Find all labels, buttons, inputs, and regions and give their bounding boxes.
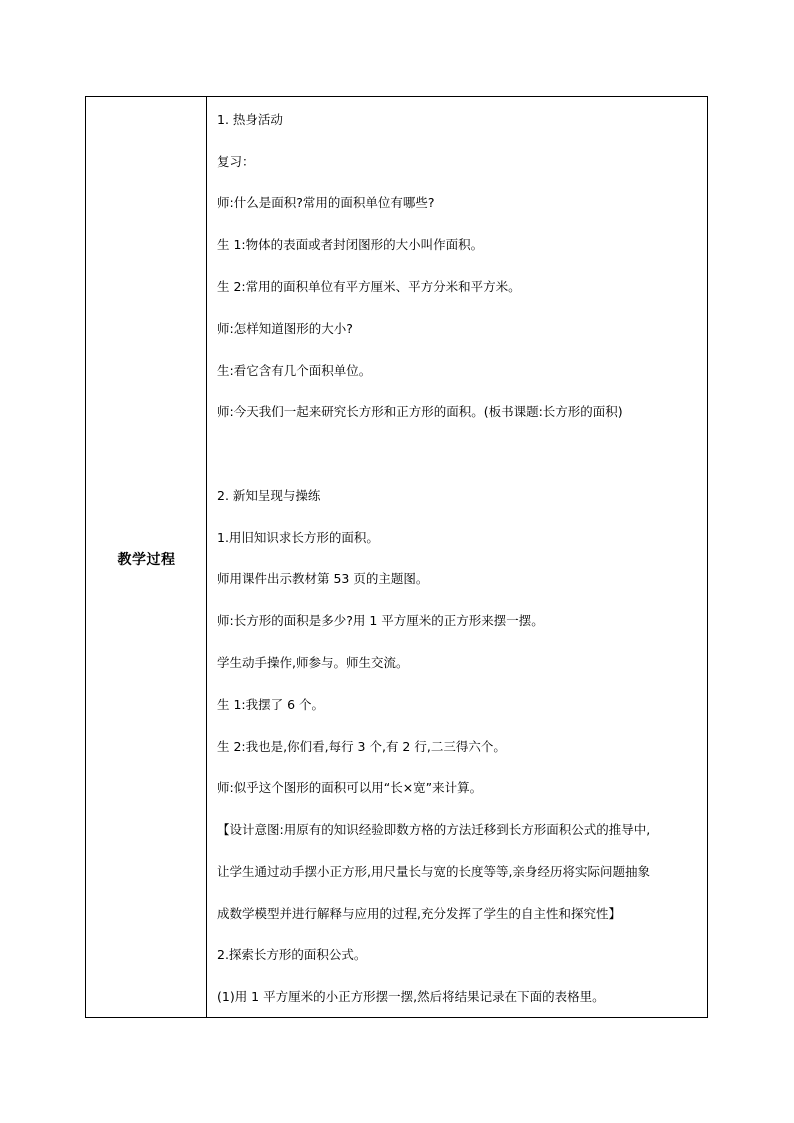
content-line: 复习：: [217, 154, 255, 169]
content-line: 生:看它含有几个面积单位。: [217, 363, 372, 378]
lesson-table: [85, 96, 708, 1018]
content-line: 1. 热身活动: [217, 112, 283, 127]
content-line: 师:怎样知道图形的大小?: [217, 321, 353, 336]
content-cell: [207, 97, 707, 1017]
content-line: 生 1:物体的表面或者封闭图形的大小叫作面积。: [217, 237, 484, 252]
content-line: (1)用 1 平方厘米的小正方形摆一摆,然后将结果记录在下面的表格里。: [217, 989, 605, 1004]
content-line: 2. 新知呈现与操练: [217, 488, 321, 503]
content-line: 师用课件出示教材第 53 页的主题图。: [217, 571, 429, 586]
content-line: 1.用旧知识求长方形的面积。: [217, 530, 379, 545]
content-line: 生 1:我摆了 6 个。: [217, 697, 325, 712]
design-intent-line: 让学生通过动手摆小正方形,用尺量长与宽的长度等等,亲身经历将实际问题抽象: [217, 864, 650, 879]
section-label-cell: [86, 97, 207, 1017]
design-intent-line: 【设计意图:用原有的知识经验即数方格的方法迁移到长方形面积公式的推导中,: [217, 822, 651, 837]
section-label: 教学过程: [117, 552, 176, 568]
content-line: 生 2:我也是,你们看,每行 3 个,有 2 行,二三得六个。: [217, 739, 506, 754]
content-line: 学生动手操作,师参与。师生交流。: [217, 655, 409, 670]
content-line: 生 2:常用的面积单位有平方厘米、平方分米和平方米。: [217, 279, 521, 294]
content-line: 师:似乎这个图形的面积可以用“长×宽”来计算。: [217, 780, 483, 795]
content-line: 师:长方形的面积是多少?用 1 平方厘米的正方形来摆一摆。: [217, 613, 544, 628]
content-line: 2.探索长方形的面积公式。: [217, 947, 367, 962]
content-line: 师:什么是面积?常用的面积单位有哪些?: [217, 195, 435, 210]
design-intent-line: 成数学模型并进行解释与应用的过程,充分发挥了学生的自主性和探究性】: [217, 906, 621, 921]
content-line: 师:今天我们一起来研究长方形和正方形的面积。(板书课题:长方形的面积): [217, 404, 623, 419]
